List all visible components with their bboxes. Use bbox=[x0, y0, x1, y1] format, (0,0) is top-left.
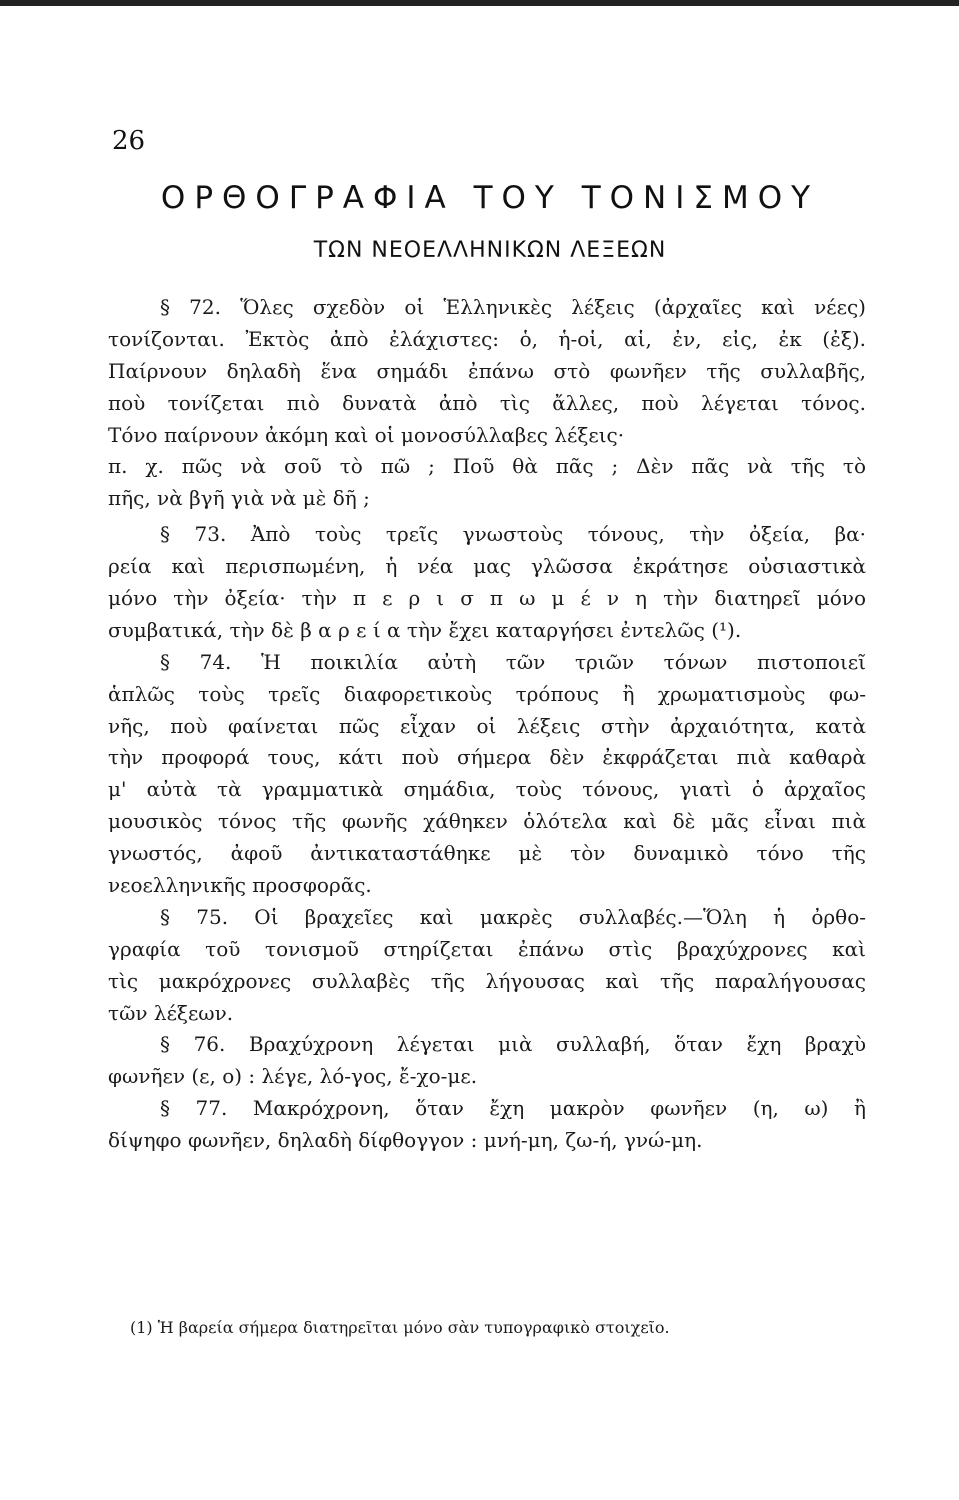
text-line: § 75. Οἱ βραχεῖες καὶ μακρὲς συλλαβές.—Ὅλη ἡ ὀρθο- bbox=[160, 904, 866, 929]
text-line: νεοελληνικῆς προσφορᾶς. bbox=[108, 873, 372, 898]
text-line: μουσικὸς τόνος τῆς φωνῆς χάθηκεν ὁλότελα καὶ δὲ μᾶς εἶναι πιὰ bbox=[108, 809, 866, 834]
footnote: (1) Ἡ βαρεία σήμερα διατηρεῖται μόνο σὰν τυπογραφικὸ στοιχεῖο. bbox=[130, 1318, 670, 1337]
text-line: δίψηφο φωνῆεν, δηλαδὴ δίφθογγον : μνή-μη, ζω-ή, γνώ-μη. bbox=[108, 1128, 703, 1153]
text-line: τὴν προφορά τους, κάτι ποὺ σήμερα δὲν ἐκφράζεται πιὰ καθαρὰ bbox=[108, 745, 866, 770]
text-line: μόνο τὴν ὀξεία· τὴν π ε ρ ι σ π ω μ έ ν η τὴν διατηρεῖ μόνο bbox=[108, 586, 866, 611]
top-border bbox=[0, 0, 959, 6]
text-line: ἁπλῶς τοὺς τρεῖς διαφορετικοὺς τρόπους ἢ χρωματισμοὺς φω- bbox=[108, 681, 866, 706]
text-line: μ' αὐτὰ τὰ γραμματικὰ σημάδια, τοὺς τόνους, γιατὶ ὁ ἀρχαῖος bbox=[108, 777, 866, 802]
text-line: Παίρνουν δηλαδὴ ἕνα σημάδι ἐπάνω στὸ φωνῆεν τῆς συλλαβῆς, bbox=[108, 358, 866, 383]
text-line: ποὺ τονίζεται πιὸ δυνατὰ ἀπὸ τὶς ἄλλες, ποὺ λέγεται τόνος. bbox=[108, 390, 866, 415]
text-line: τῶν λέξεων. bbox=[108, 1000, 234, 1025]
text-line: νῆς, ποὺ φαίνεται πῶς εἶχαν οἱ λέξεις στὴν ἀρχαιότητα, κατὰ bbox=[108, 713, 866, 738]
text-line: γνωστός, ἀφοῦ ἀντικαταστάθηκε μὲ τὸν δυναμικὸ τόνο τῆς bbox=[108, 841, 866, 866]
text-line: § 73. Ἀπὸ τοὺς τρεῖς γνωστοὺς τόνους, τὴν ὀξεία, βα· bbox=[160, 522, 866, 547]
text-line: τὶς μακρόχρονες συλλαβὲς τῆς λήγουσας καὶ τῆς παραλήγουσας bbox=[108, 968, 866, 993]
text-line: § 74. Ἡ ποικιλία αὐτὴ τῶν τριῶν τόνων πιστοποιεῖ bbox=[160, 649, 866, 674]
text-line: π. χ. πῶς νὰ σοῦ τὸ πῶ ; Ποῦ θὰ πᾶς ; Δὲν πᾶς νὰ τῆς τὸ bbox=[108, 454, 866, 479]
text-line: § 76. Βραχύχρονη λέγεται μιὰ συλλαβή, ὅταν ἔχη βραχὺ bbox=[160, 1032, 866, 1057]
text-line: § 77. Μακρόχρονη, ὅταν ἔχη μακρὸν φωνῆεν (η, ω) ἢ bbox=[160, 1096, 866, 1121]
body-text bbox=[108, 292, 866, 1157]
text-line: συμβατικά, τὴν δὲ β α ρ ε ί α τὴν ἔχει καταργήσει ἐντελῶς (¹). bbox=[108, 617, 742, 642]
text-line: ρεία καὶ περισπωμένη, ἡ νέα μας γλῶσσα ἐκράτησε οὐσιαστικὰ bbox=[108, 554, 866, 579]
text-line: τονίζονται. Ἐκτὸς ἀπὸ ἐλάχιστες: ὁ, ἡ-οἱ, αἱ, ἐν, εἰς, ἐκ (ἐξ). bbox=[108, 326, 866, 351]
text-line: πῆς, νὰ βγῆ γιὰ νὰ μὲ δῆ ; bbox=[108, 486, 370, 511]
text-line: § 72. Ὅλες σχεδὸν οἱ Ἑλληνικὲς λέξεις (ἀρχαῖες καὶ νέες) bbox=[160, 295, 866, 319]
text-line: γραφία τοῦ τονισμοῦ στηρίζεται ἐπάνω στὶς βραχύχρονες καὶ bbox=[108, 936, 866, 961]
page-number: 26 bbox=[112, 126, 146, 156]
page-subtitle: ΤΩΝ ΝΕΟΕΛΛΗΝΙΚΩΝ ΛΕΞΕΩΝ bbox=[313, 238, 667, 263]
page-title: ΟΡΘΟΓΡΑΦΙΑ ΤΟΥ ΤΟΝΙΣΜΟΥ bbox=[160, 180, 820, 216]
text-line: Τόνο παίρνουν ἀκόμη καὶ οἱ μονοσύλλαβες λέξεις· bbox=[108, 422, 625, 447]
text-line: φωνῆεν (ε, ο) : λέγε, λό-γος, ἔ-χο-με. bbox=[108, 1064, 478, 1089]
